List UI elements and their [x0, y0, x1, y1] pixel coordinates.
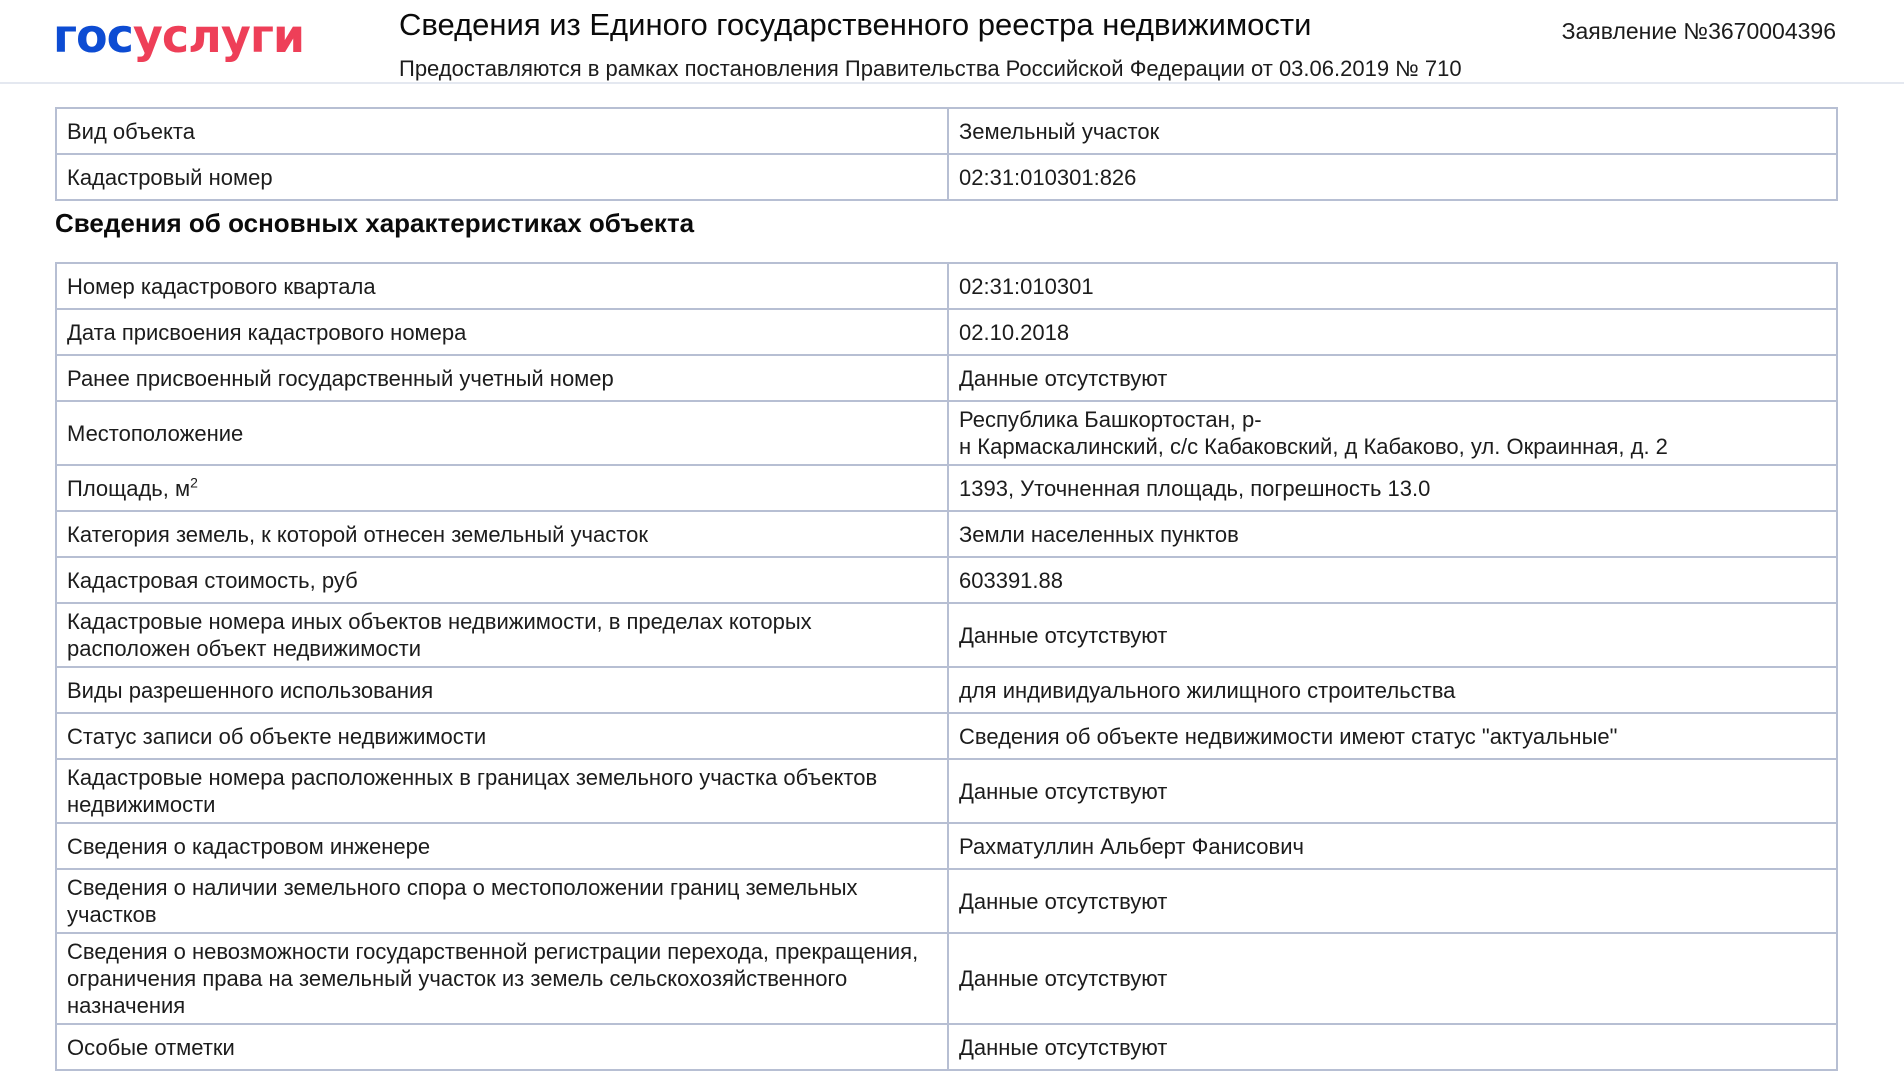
- row-value: Данные отсутствуют: [948, 869, 1837, 933]
- row-label: Вид объекта: [56, 108, 948, 154]
- table-row: [56, 309, 1837, 355]
- row-value: 02.10.2018: [948, 309, 1837, 355]
- table-row: [56, 263, 1837, 309]
- logo-part-gos: гос: [53, 9, 133, 63]
- section-title: Сведения об основных характеристиках объекта: [55, 208, 695, 238]
- row-label: Номер кадастрового квартала: [56, 263, 948, 309]
- table-row: [56, 401, 1837, 465]
- row-value: Данные отсутствуют: [948, 933, 1837, 1024]
- row-value: Данные отсутствуют: [948, 759, 1837, 823]
- title-block: [399, 4, 1462, 86]
- location-line-1: Республика Башкортостан, р-: [959, 407, 1262, 432]
- row-label: Особые отметки: [56, 1024, 948, 1070]
- row-value: Данные отсутствуют: [948, 355, 1837, 401]
- logo-part-uslugi: услуги: [132, 9, 305, 63]
- table-row: [56, 869, 1837, 933]
- row-label: [56, 465, 948, 511]
- row-label: Кадастровые номера иных объектов недвижимости, в пределах которых расположен объект недвижимости: [56, 603, 948, 667]
- table-row: [56, 154, 1837, 200]
- document-title: Сведения из Единого государственного реестра недвижимости: [399, 7, 1312, 42]
- row-value: для индивидуального жилищного строительства: [948, 667, 1837, 713]
- object-table: [55, 107, 1838, 201]
- row-value: Данные отсутствуют: [948, 603, 1837, 667]
- row-label: Сведения о наличии земельного спора о местоположении границ земельных участков: [56, 869, 948, 933]
- row-label: Категория земель, к которой отнесен земельный участок: [56, 511, 948, 557]
- row-label: Кадастровый номер: [56, 154, 948, 200]
- row-value: Земли населенных пунктов: [948, 511, 1837, 557]
- row-label: Сведения о кадастровом инженере: [56, 823, 948, 869]
- table-row: [56, 667, 1837, 713]
- page-header: [0, 0, 1904, 84]
- row-value: 02:31:010301: [948, 263, 1837, 309]
- row-value: 02:31:010301:826: [948, 154, 1837, 200]
- row-label: Кадастровая стоимость, руб: [56, 557, 948, 603]
- row-value: Данные отсутствуют: [948, 1024, 1837, 1070]
- application-number: Заявление №3670004396: [1561, 18, 1836, 44]
- row-value: 603391.88: [948, 557, 1837, 603]
- row-label: Ранее присвоенный государственный учетный номер: [56, 355, 948, 401]
- row-label: Местоположение: [56, 401, 948, 465]
- row-label: Дата присвоения кадастрового номера: [56, 309, 948, 355]
- table-row: [56, 713, 1837, 759]
- row-value: Земельный участок: [948, 108, 1837, 154]
- row-value: Сведения об объекте недвижимости имеют статус "актуальные": [948, 713, 1837, 759]
- row-value: Рахматуллин Альберт Фанисович: [948, 823, 1837, 869]
- table-row: [56, 933, 1837, 1024]
- row-label: Кадастровые номера расположенных в границах земельного участка объектов недвижимости: [56, 759, 948, 823]
- row-label: Статус записи об объекте недвижимости: [56, 713, 948, 759]
- row-value: [948, 401, 1837, 465]
- characteristics-table: [55, 262, 1838, 1071]
- location-line-2: н Кармаскалинский, с/с Кабаковский, д Кабаково, ул. Окраинная, д. 2: [959, 434, 1668, 459]
- table-row: [56, 823, 1837, 869]
- area-unit-superscript: 2: [190, 474, 198, 491]
- row-label: Сведения о невозможности государственной регистрации перехода, прекращения, ограничения права на земельный участок из земель сельскохозяйственного назначения: [56, 933, 948, 1024]
- table-row: [56, 759, 1837, 823]
- area-label: Площадь, м: [67, 475, 191, 501]
- table-row: [56, 557, 1837, 603]
- gosuslugi-logo[interactable]: [53, 8, 304, 64]
- table-row: [56, 108, 1837, 154]
- document-subtitle: Предоставляются в рамках постановления Правительства Российской Федерации от 03.06.2019 № 710: [399, 56, 1462, 81]
- table-row: [56, 465, 1837, 511]
- table-row: [56, 355, 1837, 401]
- table-row: [56, 603, 1837, 667]
- row-value: 1393, Уточненная площадь, погрешность 13.0: [948, 465, 1837, 511]
- table-row: [56, 511, 1837, 557]
- row-label: Виды разрешенного использования: [56, 667, 948, 713]
- table-row: [56, 1024, 1837, 1070]
